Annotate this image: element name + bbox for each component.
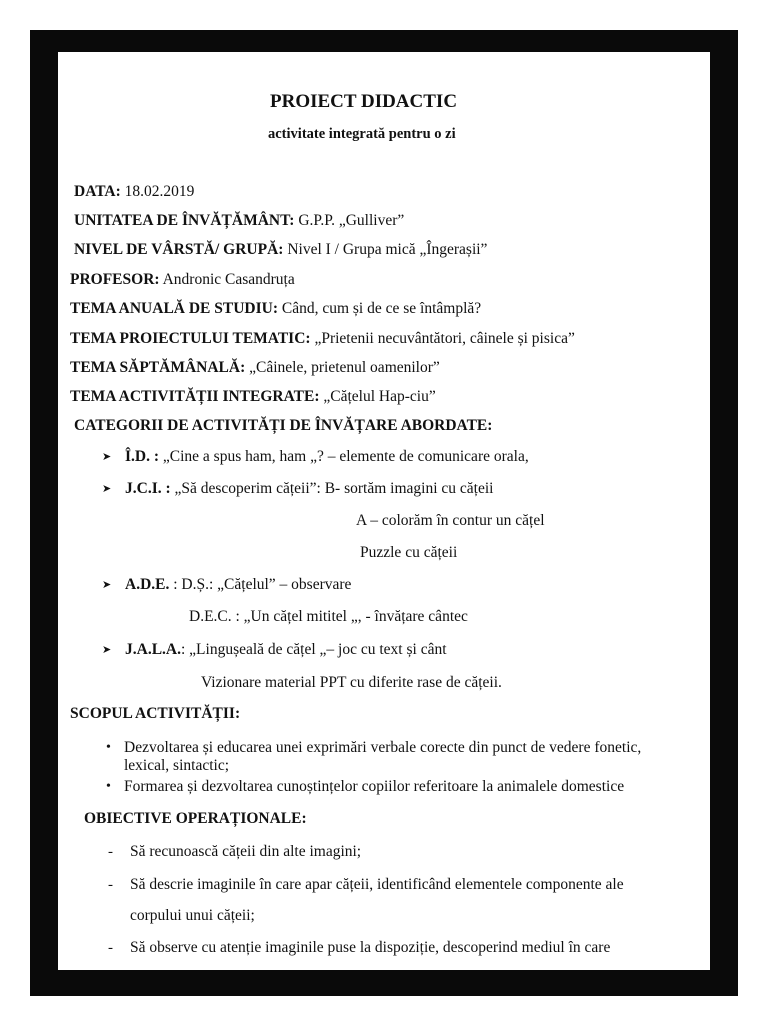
scope-item-1: Dezvoltarea și educarea unei exprimări verbale corecte din punct de vedere fonetic, [124,739,642,756]
field-integrated-theme [70,387,436,407]
field-teacher [70,270,295,290]
field-project-theme [70,329,575,349]
document-page [58,52,710,970]
activity-text: : „Lingușeală de cățel „– joc cu text și cânt [180,641,447,658]
activity-text: „Cine a spus ham, ham „? – elemente de comunicare orala, [159,448,529,465]
page-title: PROIECT DIDACTIC [270,91,458,112]
field-label: PROFESOR: [70,271,160,288]
dash-bullet-icon: - [108,877,113,893]
field-label: UNITATEA DE ÎNVĂȚĂMÂNT: [74,212,295,229]
activity-text: : D.Ș.: „Cățelul” – observare [169,576,352,593]
activity-label: A.D.E. [125,576,170,593]
activity-text: „Să descoperim cățeii”: B- sortăm imagini cu cățeii [170,480,494,497]
field-value: „Câinele, prietenul oamenilor” [245,359,440,376]
arrow-bullet-icon: ➤ [102,579,112,591]
scope-heading: SCOPUL ACTIVITĂȚII: [70,705,241,722]
field-value: „Prietenii necuvântători, câinele și pisica” [310,330,575,347]
activity-id [125,447,529,467]
activity-jala-cont-1: Vizionare material PPT cu diferite rase de cățeii. [201,674,502,691]
field-annual-theme [70,299,481,319]
dash-bullet-icon: - [108,844,113,860]
activity-label: J.C.I. : [125,480,171,497]
activity-label: J.A.L.A. [125,641,181,658]
page-subtitle: activitate integrată pentru o zi [268,126,456,142]
objective-item-3: Să observe cu atenție imaginile puse la dispoziție, descoperind mediul în care [130,939,611,956]
field-label: TEMA ANUALĂ DE STUDIU: [70,300,278,317]
field-value: G.P.P. „Gulliver” [294,212,405,229]
dot-bullet-icon: • [106,779,111,794]
field-label: TEMA PROIECTULUI TEMATIC: [70,330,311,347]
scope-item-2: Formarea și dezvoltarea cunoștințelor copiilor referitoare la animalele domestice [124,778,625,795]
field-label: TEMA SĂPTĂMÂNALĂ: [70,359,246,376]
field-value: „Cățelul Hap-ciu” [319,388,436,405]
activity-ade [125,575,351,595]
activity-jci-cont-2: Puzzle cu cățeii [360,544,458,561]
arrow-bullet-icon: ➤ [102,483,112,495]
field-value: Nivel I / Grupa mică „Îngerașii” [283,241,488,258]
field-value: 18.02.2019 [120,183,195,200]
field-value: Andronic Casandruța [159,271,295,288]
arrow-bullet-icon: ➤ [102,644,112,656]
objectives-heading: OBIECTIVE OPERAȚIONALE: [84,810,307,827]
field-label: NIVEL DE VÂRSTĂ/ GRUPĂ: [74,241,284,258]
scope-item-1-cont: lexical, sintactic; [124,757,230,774]
activity-label: Î.D. : [125,448,160,465]
objective-item-2-cont: corpului unui cățeii; [130,907,255,924]
activity-jci [125,479,493,499]
field-label: TEMA ACTIVITĂȚII INTEGRATE: [70,388,320,405]
categories-heading: CATEGORII DE ACTIVITĂȚI DE ÎNVĂȚARE ABORDATE: [74,417,493,434]
field-school [74,211,404,231]
field-weekly-theme [70,358,440,378]
objective-item-2: Să descrie imaginile în care apar cățeii, identificând elementele componente ale [130,876,624,893]
objective-item-1: Să recunoască cățeii din alte imagini; [130,843,362,860]
dot-bullet-icon: • [106,740,111,755]
dash-bullet-icon: - [108,940,113,956]
field-label: DATA: [74,183,121,200]
activity-jci-cont-1: A – colorăm în contur un cățel [356,512,545,529]
activity-ade-cont-1: D.E.C. : „Un cățel mititel „, - învățare cântec [189,608,468,625]
arrow-bullet-icon: ➤ [102,451,112,463]
field-date [74,182,194,202]
field-value: Când, cum și de ce se întâmplă? [278,300,482,317]
field-age-group [74,240,487,260]
activity-jala [125,640,447,660]
